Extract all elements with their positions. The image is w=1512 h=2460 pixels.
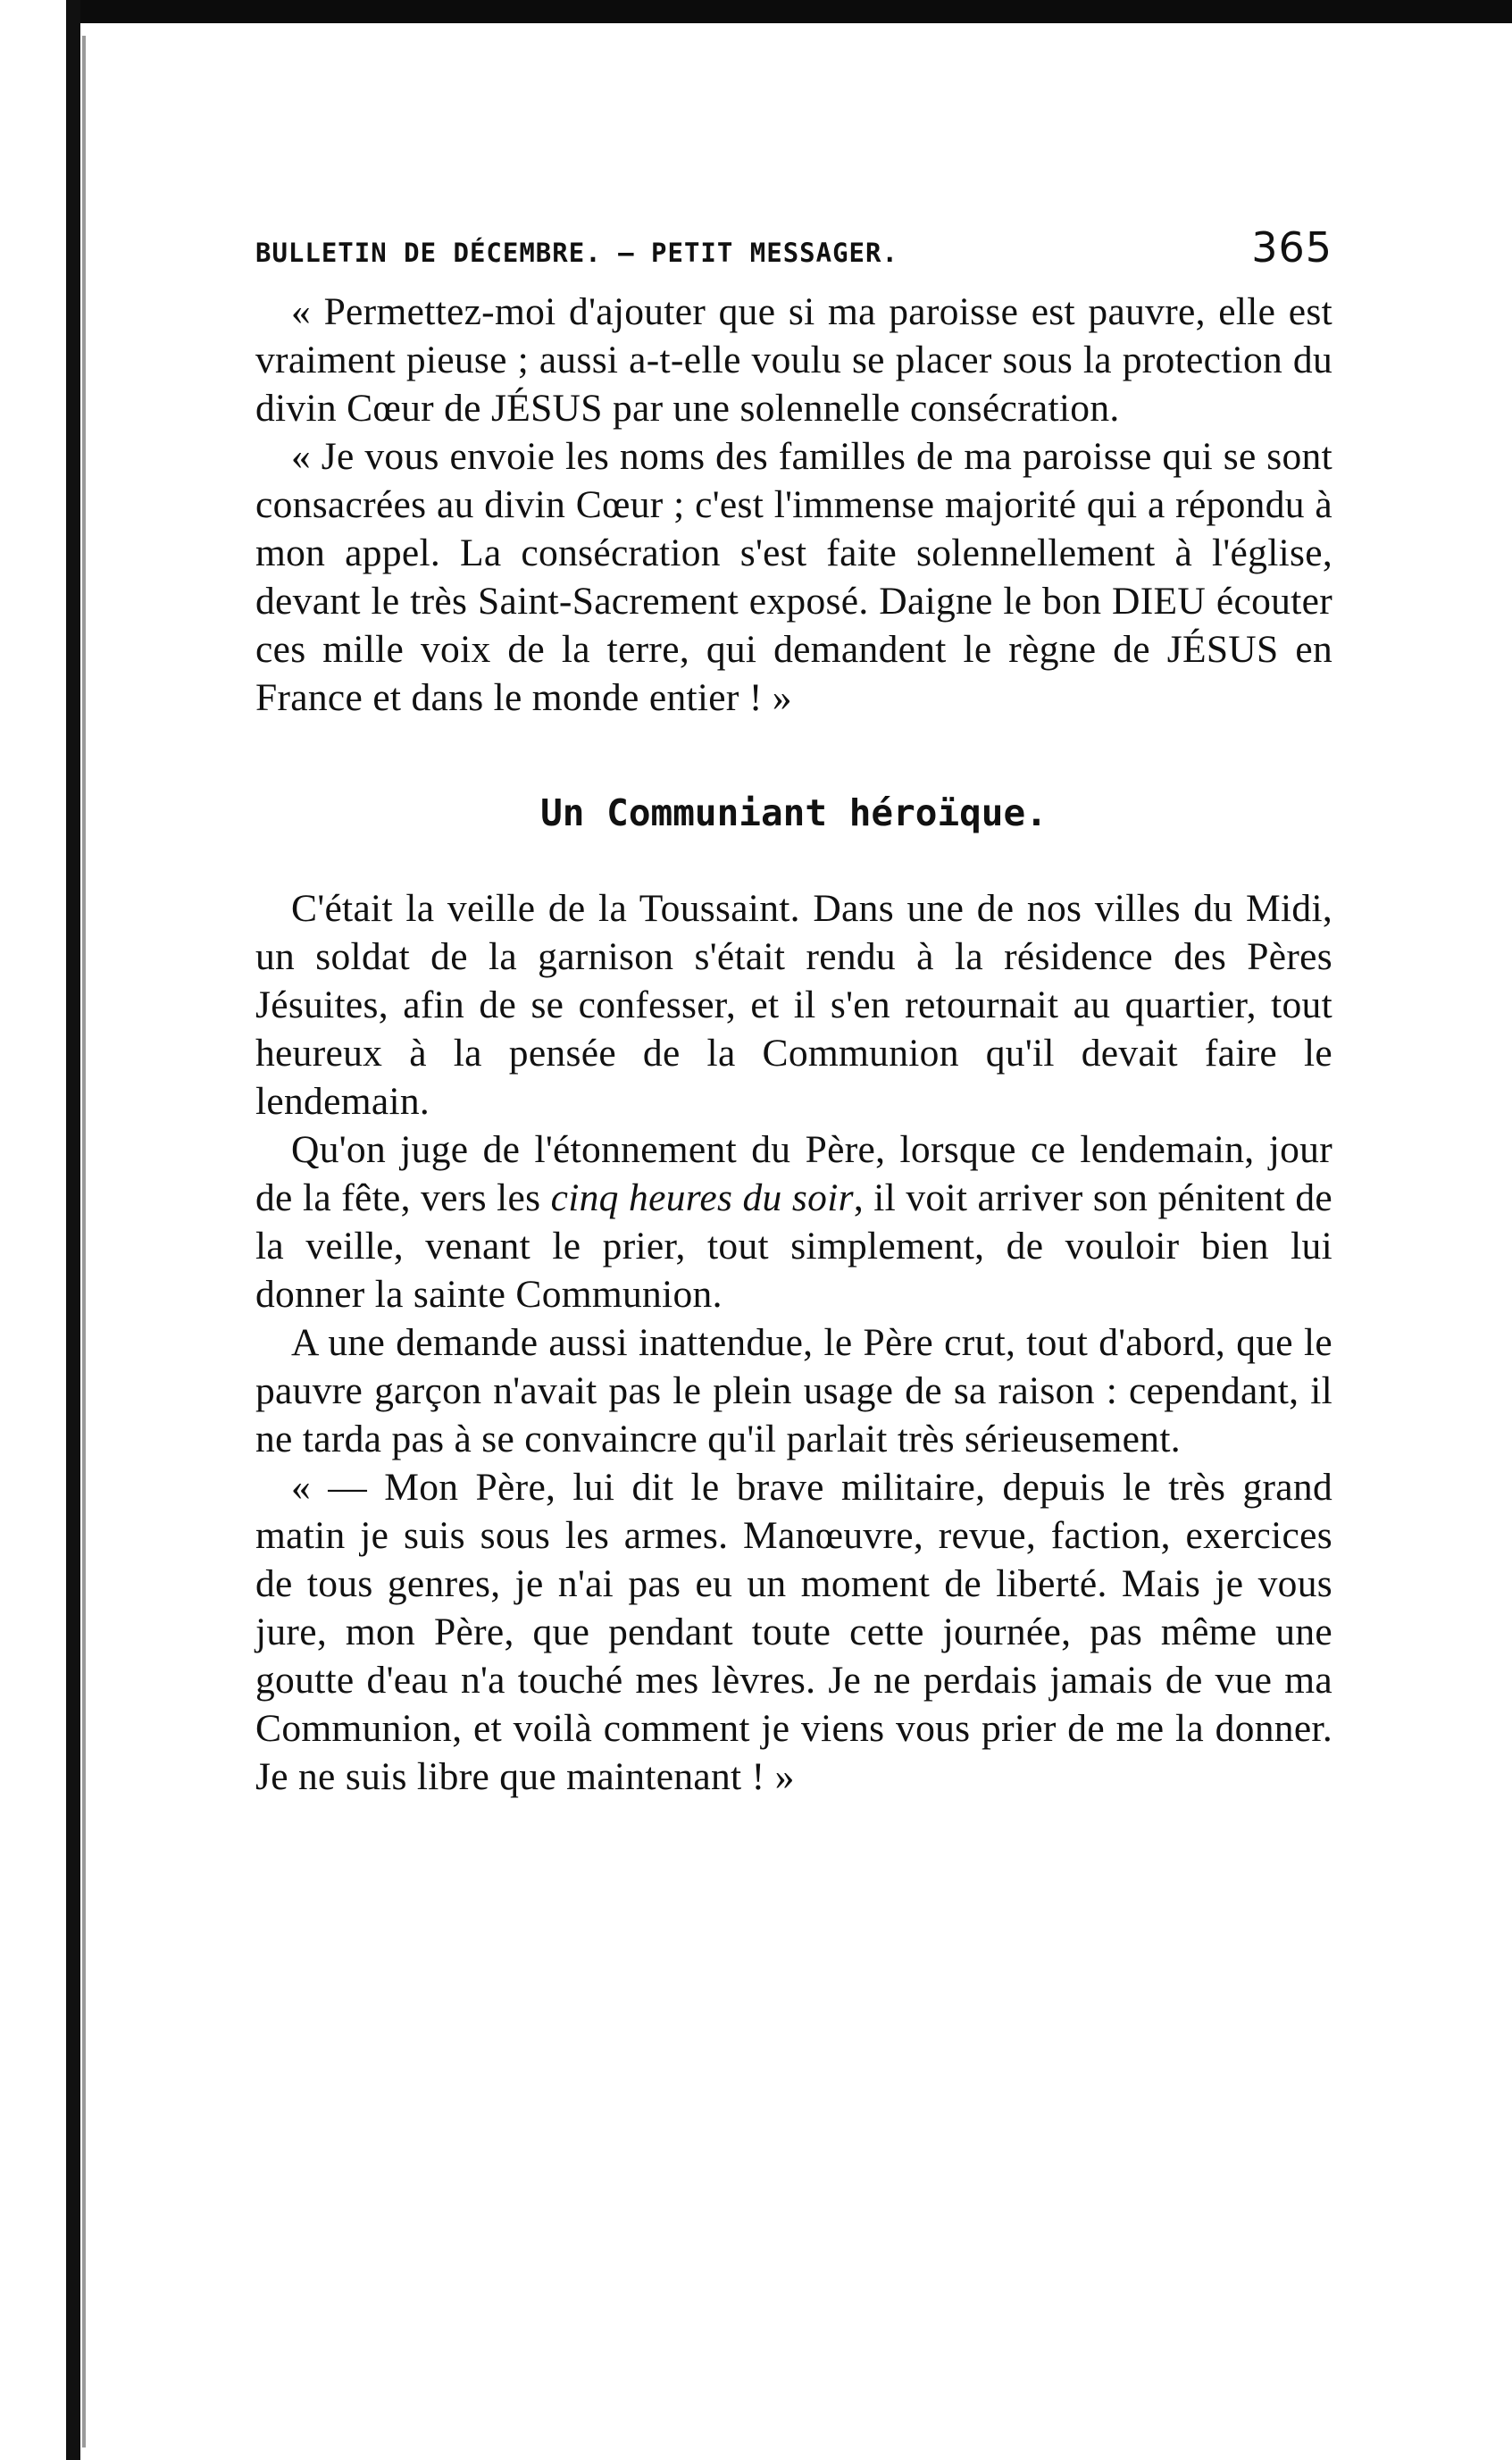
running-head	[255, 223, 1332, 272]
article-paragraph-2-start: Qu'on juge de l'étonnement du Père, lorsque ce lendemain, jour de la fête, vers les	[255, 1128, 1332, 1219]
intro-paragraph-2: « Je vous envoie les noms des familles de ma paroisse qui se sont consacrées au divin Cœur ; c'est l'immense majorité qui a répondu à mon appel. La consécration s'est faite solennellement à l'église, devant le très Saint-Sacrement exposé. Daigne le bon DIEU écouter ces mille voix de la terre, qui demandent le règne de JÉSUS en France et dans le monde entier ! »	[255, 435, 1332, 719]
scan-border-top	[66, 0, 1512, 23]
scan-border-shadow	[82, 36, 86, 2447]
article-paragraph-4: « — Mon Père, lui dit le brave militaire, depuis le très grand matin je suis sous les armes. Manœuvre, revue, faction, exercices de tous genres, je n'ai pas eu un moment de liberté. Mais je vous jure, mon Père, que pendant toute cette journée, pas même une goutte d'eau n'a touché mes lèvres. Je ne perdais jamais de vue ma Communion, et voilà comment je viens vous prier de me la donner. Je ne suis libre que maintenant ! »	[255, 1466, 1332, 1798]
article-heading: Un Communiant héroïque.	[540, 791, 1048, 834]
scan-border-left	[66, 0, 80, 2460]
article-paragraph-2-end: , il voit arriver son pénitent de la veille, venant le prier, tout simplement, de vouloir bien lui donner la sainte Communion.	[255, 1176, 1332, 1316]
running-head-title: BULLETIN DE DÉCEMBRE. — PETIT MESSAGER.	[255, 238, 898, 268]
intro-paragraph-1: « Permettez-moi d'ajouter que si ma paroisse est pauvre, elle est vraiment pieuse ; aussi a-t-elle voulu se placer sous la protection du divin Cœur de JÉSUS par une solennelle consécration.	[255, 290, 1332, 430]
article-paragraph-2	[255, 1125, 1332, 1318]
article-paragraph-2-emphasis: cinq heures du soir	[550, 1176, 854, 1219]
article-paragraph-3: A une demande aussi inattendue, le Père crut, tout d'abord, que le pauvre garçon n'avait pas le plein usage de sa raison : cependant, il ne tarda pas à se convaincre qu'il parlait très sérieusement.	[255, 1321, 1332, 1460]
article-paragraph-1: C'était la veille de la Toussaint. Dans une de nos villes du Midi, un soldat de la garnison s'était rendu à la résidence des Pères Jésuites, afin de se confesser, et il s'en retournait au quartier, tout heureux à la pensée de la Communion qu'il devait faire le lendemain.	[255, 887, 1332, 1123]
page-number: 365	[1251, 223, 1332, 272]
book-page	[255, 223, 1332, 1801]
